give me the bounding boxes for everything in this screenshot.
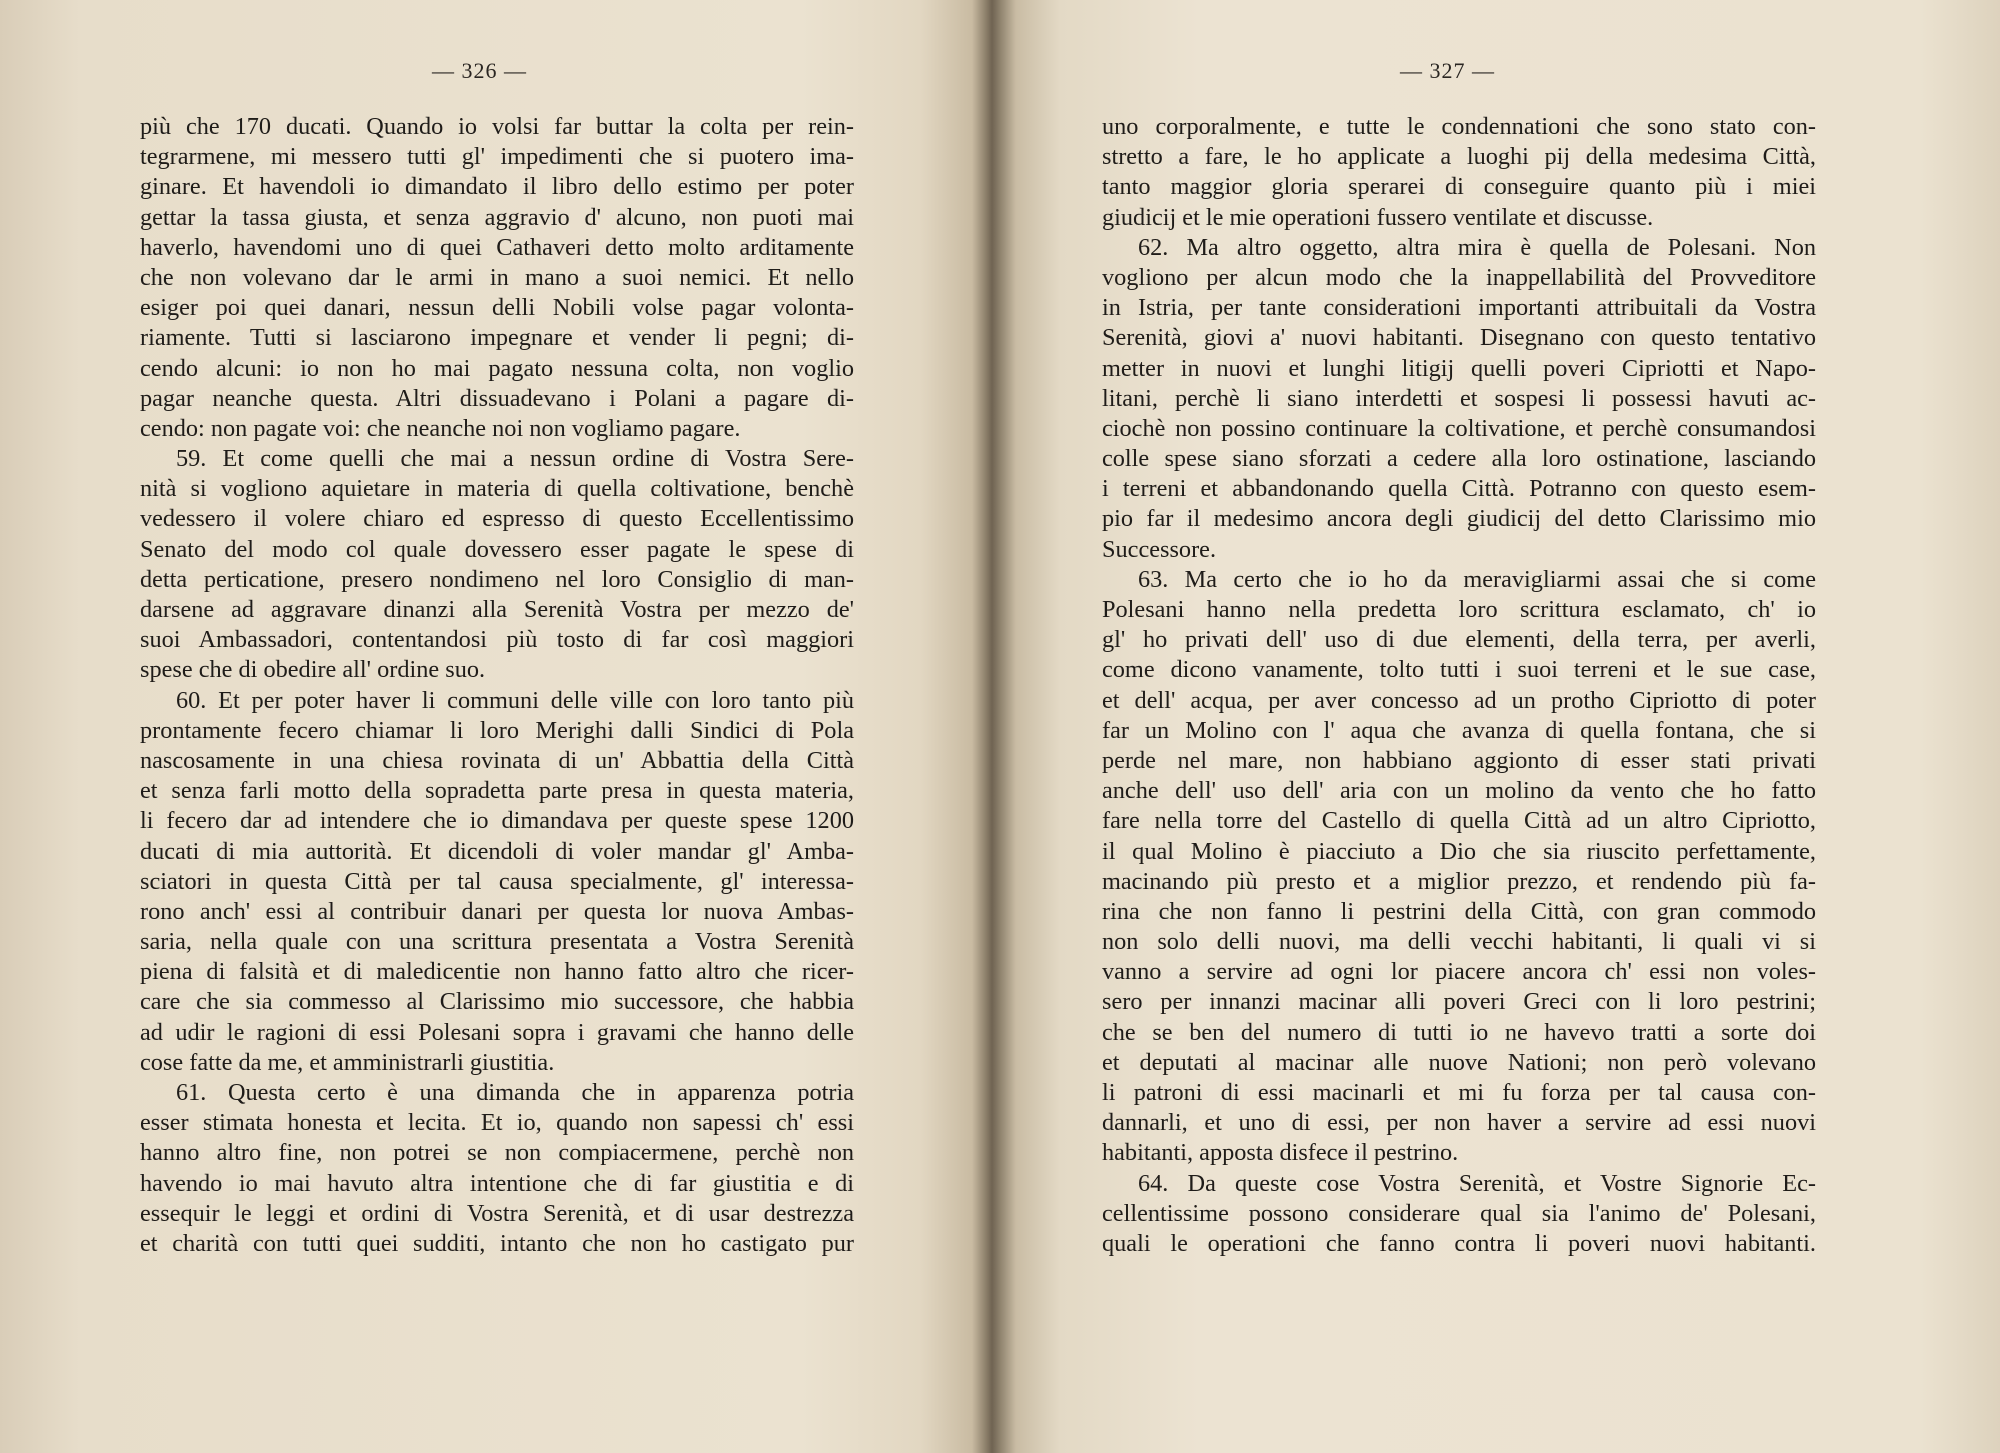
text-line: havendo io mai havuto altra intentione che di far giustitia e di (140, 1169, 854, 1197)
text-line: vedessero il volere chiaro ed espresso di questo Eccellentissimo (140, 505, 854, 533)
text-line: 59. Et come quelli che mai a nessun ordine di Vostra Sere- (176, 445, 854, 473)
text-line: et dell' acqua, per aver concesso ad un protho Cipriotto di poter (1102, 686, 1816, 714)
text-line: gl' ho privati dell' uso di due elementi, della terra, per averli, (1102, 626, 1816, 654)
text-line: prontamente fecero chiamar li loro Merighi dalli Sindici di Pola (140, 716, 854, 744)
text-line: vogliono per alcun modo che la inappellabilità del Provveditore (1102, 263, 1816, 291)
text-line: Successore. (1102, 535, 1217, 563)
text-line: come dicono vanamente, tolto tutti i suoi terreni et le sue case, (1102, 656, 1816, 684)
text-line: dannarli, et uno di essi, per non haver a servire ad essi nuovi (1102, 1109, 1816, 1137)
text-line: metter in nuovi et lunghi litigij quelli poveri Cipriotti et Napo- (1102, 354, 1816, 382)
text-line: uno corporalmente, e tutte le condennationi che sono stato con- (1102, 113, 1816, 140)
text-line: haverlo, havendomi uno di quei Cathaveri detto molto arditamente (140, 233, 854, 261)
text-line: ducati di mia auttorità. Et dicendoli di voler mandar gl' Amba- (140, 837, 854, 865)
text-line: habitanti, apposta disfece il pestrino. (1102, 1139, 1459, 1167)
text-line: riamente. Tutti si lasciarono impegnare et vender li pegni; di- (140, 324, 854, 352)
text-line: care che sia commesso al Clarissimo mio successore, che habbia (140, 988, 854, 1016)
text-line: esser stimata honesta et lecita. Et io, quando non sapessi ch' essi (140, 1109, 854, 1137)
text-line: far un Molino con l' aqua che avanza di quella fontana, che si (1102, 716, 1816, 744)
text-line: colle spese siano sforzati a cedere alla loro ostinatione, lasciando (1102, 445, 1816, 473)
text-line: ad udir le ragioni di essi Polesani sopra i gravami che hanno delle (140, 1018, 854, 1046)
text-line: et deputati al macinar alle nuove Nationi; non però volevano (1102, 1048, 1816, 1076)
text-line: vanno a servire ad ogni lor piacere ancora ch' essi non voles- (1102, 958, 1816, 986)
text-line: darsene ad aggravare dinanzi alla Serenità Vostra per mezzo de' (140, 596, 854, 623)
text-line: litani, perchè li siano interdetti et sospesi li possessi havuti ac- (1102, 384, 1816, 412)
text-line: pio far il medesimo ancora degli giudicij del detto Clarissimo mio (1102, 505, 1816, 533)
text-line: gettar la tassa giusta, et senza aggravio d' alcuno, non puoti mai (140, 203, 854, 231)
text-line: cendo alcuni: io non ho mai pagato nessuna colta, non voglio (140, 354, 854, 382)
page-text (140, 112, 854, 1259)
text-line: Serenità, giovi a' nuovi habitanti. Disegnano con questo tentativo (1102, 324, 1816, 352)
text-line: 62. Ma altro oggetto, altra mira è quella de Polesani. Non (1138, 233, 1816, 261)
text-line: Polesani hanno nella predetta loro scrittura esclamato, ch' io (1102, 596, 1816, 623)
text-line: i terreni et abbandonando quella Città. Potranno con questo esem- (1102, 475, 1816, 503)
page-number: — 327 — (1400, 58, 1495, 83)
text-line: in Istria, per tante considerationi importanti attribuitali da Vostra (1102, 294, 1816, 322)
text-line: essequir le leggi et ordini di Vostra Serenità, et di usar destrezza (140, 1199, 854, 1227)
text-line: piena di falsità et di maledicentie non hanno fatto altro che ricer- (140, 958, 854, 986)
text-line: hanno altro fine, non potrei se non compiacermene, perchè non (140, 1139, 854, 1167)
text-line: non solo delli nuovi, ma delli vecchi habitanti, li quali vi si (1102, 928, 1816, 956)
left-page (0, 0, 960, 1453)
text-line: 60. Et per poter haver li communi delle ville con loro tanto più (176, 686, 854, 714)
text-line: esiger poi quei danari, nessun delli Nobili volse pagar volonta- (140, 294, 854, 322)
text-line: giudicij et le mie operationi fussero ventilate et discusse. (1102, 203, 1654, 231)
text-line: pagar neanche questa. Altri dissuadevano i Polani a pagare di- (140, 384, 854, 412)
text-line: Senato del modo col quale dovessero esser pagate le spese di (140, 535, 854, 563)
text-line: sero per innanzi macinar alli poveri Greci con li loro pestrini; (1102, 988, 1816, 1016)
text-line: cose fatte da me, et amministrarli giustitia. (140, 1048, 555, 1076)
text-line: cendo: non pagate voi: che neanche noi non vogliamo pagare. (140, 414, 741, 442)
text-line: anche dell' uso dell' aria con un molino da vento che ho fatto (1102, 777, 1816, 805)
page-text (1102, 112, 1816, 1259)
text-line: li patroni di essi macinarli et mi fu forza per tal causa con- (1102, 1079, 1816, 1106)
text-line: nità si vogliono aquietare in materia di quella coltivatione, benchè (140, 475, 854, 503)
text-line: li fecero dar ad intendere che io dimandava per queste spese 1200 (140, 807, 854, 835)
text-line: rina che non fanno li pestrini della Città, con gran commodo (1102, 897, 1816, 925)
text-line: sciatori in questa Città per tal causa specialmente, gl' interessa- (140, 867, 854, 895)
text-line: il qual Molino è piacciuto a Dio che sia riuscito perfettamente, (1102, 837, 1816, 865)
page-number: — 326 — (432, 58, 527, 83)
text-line: spese che di obedire all' ordine suo. (140, 656, 486, 684)
text-line: che non volevano dar le armi in mano a suoi nemici. Et nello (140, 263, 854, 291)
text-line: et charità con tutti quei sudditi, intanto che non ho castigato pur (140, 1229, 854, 1257)
text-line: 61. Questa certo è una dimanda che in apparenza potria (176, 1079, 854, 1106)
text-line: stretto a fare, le ho applicate a luoghi pij della medesima Città, (1102, 143, 1816, 171)
text-line: 63. Ma certo che io ho da meravigliarmi assai che si come (1138, 565, 1816, 593)
text-line: 64. Da queste cose Vostra Serenità, et Vostre Signorie Ec- (1138, 1169, 1816, 1197)
text-line: ciochè non possino continuare la coltivatione, et perchè consumandosi (1102, 414, 1816, 442)
text-line: più che 170 ducati. Quando io volsi far buttar la colta per rein- (140, 113, 854, 140)
text-line: rono anch' essi al contribuir danari per questa lor nuova Ambas- (140, 897, 854, 925)
text-line: cellentissime possono considerare qual sia l'animo de' Polesani, (1102, 1199, 1816, 1227)
text-line: tanto maggior gloria sperarei di conseguire quanto più i miei (1102, 173, 1816, 201)
text-line: ginare. Et havendoli io dimandato il libro dello estimo per poter (140, 173, 854, 201)
text-line: perde nel mare, non habbiano aggionto di esser stati privati (1102, 746, 1816, 774)
text-line: detta perticatione, presero nondimeno nel loro Consiglio di man- (140, 565, 854, 593)
text-line: che se ben del numero di tutti io ne havevo tratti a sorte doi (1102, 1018, 1816, 1046)
text-line: nascosamente in una chiesa rovinata di un' Abbattia della Città (140, 746, 854, 774)
text-line: et senza farli motto della sopradetta parte presa in questa materia, (140, 777, 854, 805)
text-line: fare nella torre del Castello di quella Città ad un altro Cipriotto, (1102, 807, 1816, 835)
text-line: quali le operationi che fanno contra li poveri nuovi habitanti. (1102, 1229, 1816, 1257)
text-line: macinando più presto et a miglior prezzo, et rendendo più fa- (1102, 867, 1816, 895)
text-line: tegrarmene, mi messero tutti gl' impedimenti che si puotero ima- (140, 143, 854, 171)
right-page (1000, 0, 2000, 1453)
text-line: saria, nella quale con una scrittura presentata a Vostra Serenità (140, 928, 854, 956)
text-line: suoi Ambassadori, contentandosi più tosto di far così maggiori (140, 626, 854, 654)
